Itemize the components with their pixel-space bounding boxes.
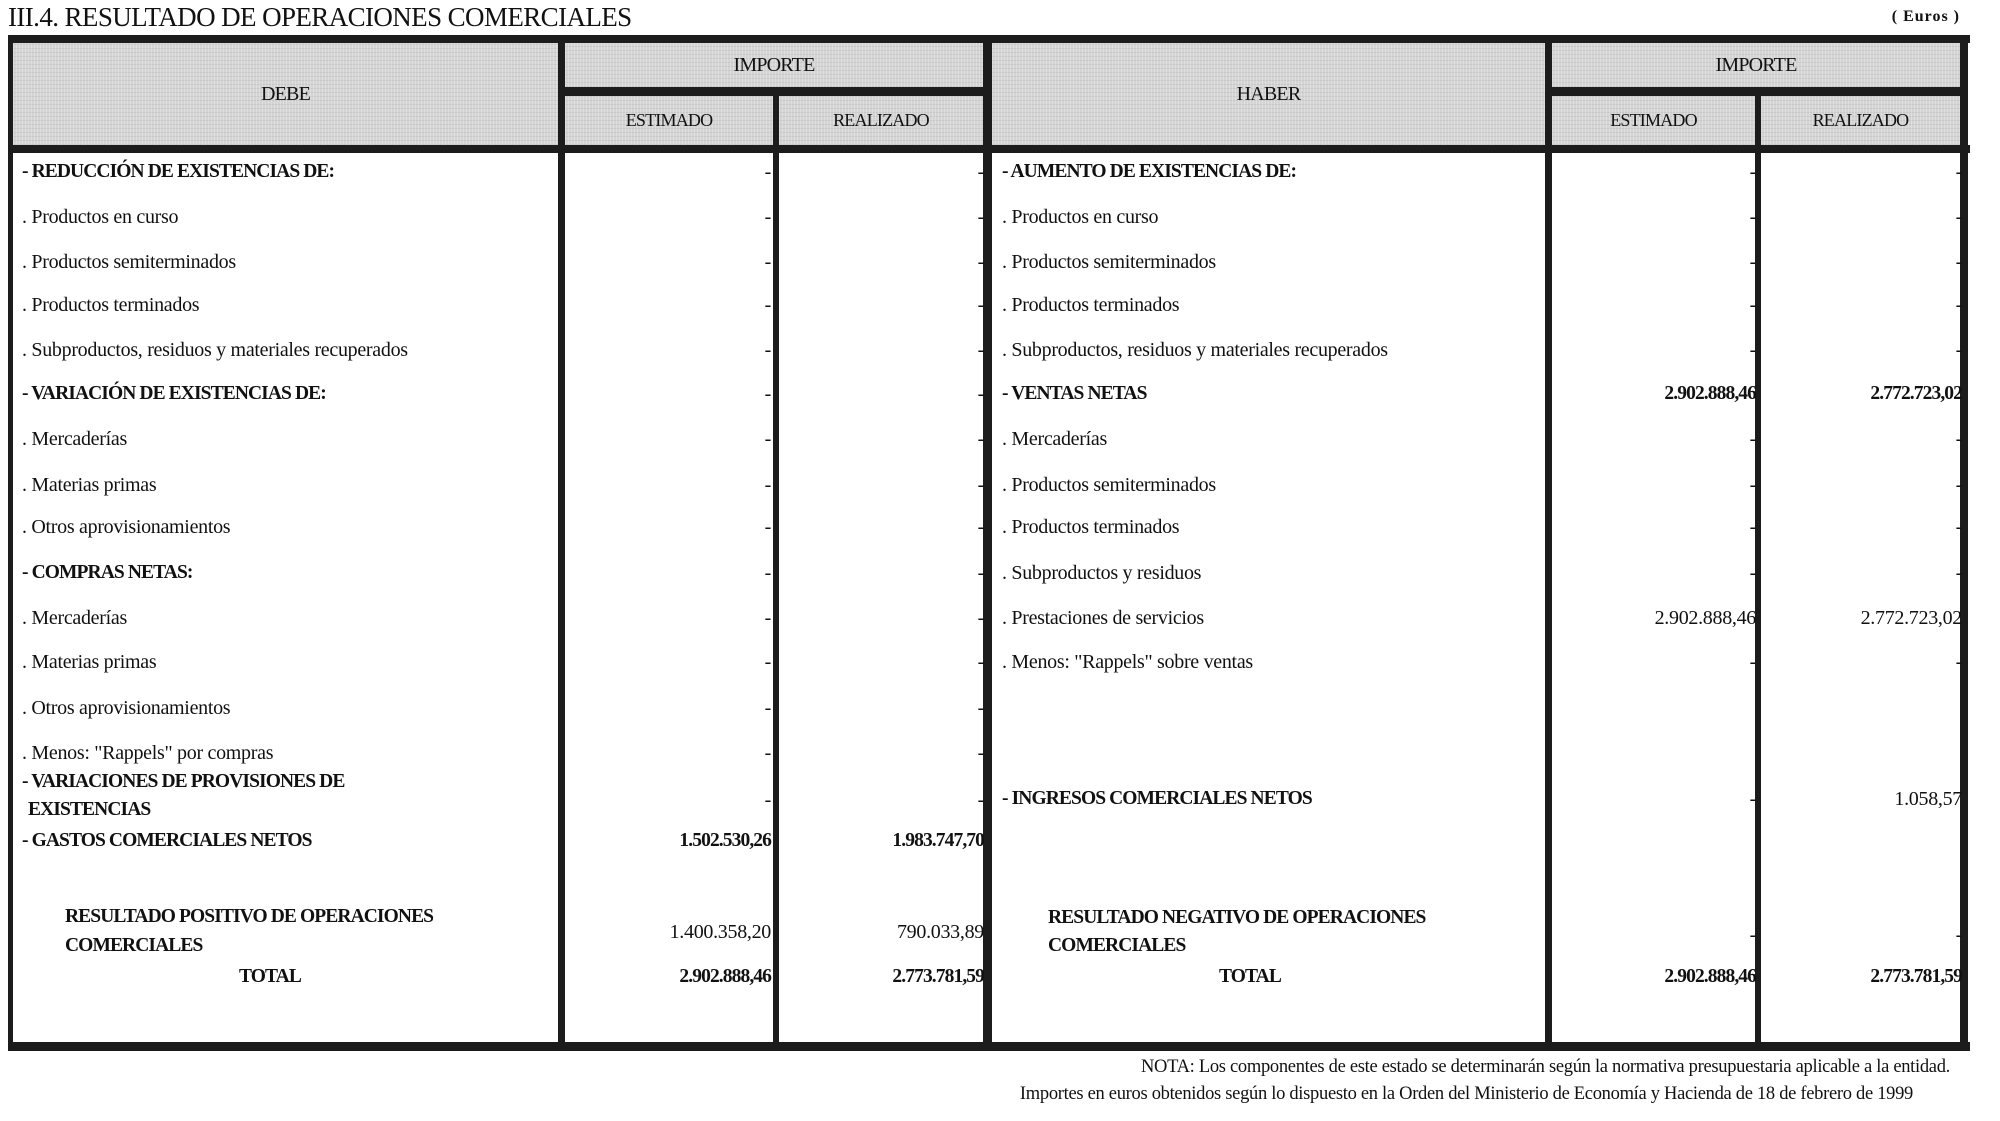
- realizado-value: -: [977, 742, 984, 764]
- row-label: . Mercaderías: [22, 607, 127, 629]
- row-label: - VARIACIÓN DE EXISTENCIAS DE:: [22, 383, 326, 404]
- estimado-value: 2.902.888,46: [1664, 383, 1756, 404]
- row-label: - COMPRAS NETAS:: [22, 562, 193, 583]
- row-label: . Subproductos y residuos: [1002, 562, 1202, 584]
- estimado-value: -: [1749, 251, 1756, 273]
- estimado-value: -: [764, 161, 771, 183]
- estimado-value: -: [1749, 788, 1756, 810]
- realizado-value: 790.033,89: [896, 921, 984, 943]
- realizado-value: -: [977, 474, 984, 496]
- realizado-value: -: [1955, 474, 1962, 496]
- row-label: RESULTADO NEGATIVO DE OPERACIONES: [1048, 907, 1426, 928]
- realizado-value: 2.773.781,59: [1870, 966, 1962, 987]
- row-label: EXISTENCIAS: [28, 799, 151, 820]
- row-label: - GASTOS COMERCIALES NETOS: [22, 830, 312, 851]
- row-label: TOTAL: [1219, 966, 1281, 987]
- estimado-value: -: [764, 383, 771, 405]
- realizado-value: -: [1955, 516, 1962, 538]
- importe-divider: [1545, 87, 1968, 96]
- realizado-value: -: [977, 294, 984, 316]
- realizado-value: -: [1955, 651, 1962, 673]
- row-label: . Otros aprovisionamientos: [22, 697, 231, 719]
- realizado-value: -: [977, 516, 984, 538]
- realizado-value: -: [1955, 562, 1962, 584]
- realizado-value: -: [977, 607, 984, 629]
- page-title: III.4. RESULTADO DE OPERACIONES COMERCIALES: [8, 2, 632, 32]
- realizado-value: -: [1955, 339, 1962, 361]
- column-divider: [773, 89, 779, 1051]
- header-debe: DEBE: [13, 43, 558, 145]
- row-label: . Subproductos, residuos y materiales recuperados: [22, 339, 408, 361]
- estimado-value: -: [1749, 206, 1756, 228]
- row-label: . Mercaderías: [22, 428, 127, 450]
- realizado-value: -: [977, 697, 984, 719]
- row-label: . Menos: "Rappels" por compras: [22, 742, 274, 764]
- row-label: . Materias primas: [22, 474, 157, 496]
- header-estimado: ESTIMADO: [1552, 96, 1755, 145]
- estimado-value: -: [764, 206, 771, 228]
- estimado-value: 2.902.888,46: [1664, 966, 1756, 987]
- realizado-value: -: [977, 562, 984, 584]
- header-estimado: ESTIMADO: [565, 96, 773, 145]
- realizado-value: -: [1955, 206, 1962, 228]
- row-label: COMERCIALES: [65, 935, 203, 956]
- realizado-value: 2.772.723,02: [1860, 607, 1962, 629]
- realizado-value: -: [977, 339, 984, 361]
- row-label: . Otros aprovisionamientos: [22, 516, 231, 538]
- estimado-value: -: [1749, 294, 1756, 316]
- row-label: . Materias primas: [22, 651, 157, 673]
- estimado-value: -: [1749, 562, 1756, 584]
- realizado-value: 1.058,57: [1894, 788, 1962, 810]
- estimado-value: -: [1749, 516, 1756, 538]
- row-label: . Prestaciones de servicios: [1002, 607, 1204, 629]
- header-haber: HABER: [992, 43, 1545, 145]
- estimado-value: -: [764, 651, 771, 673]
- estimado-value: -: [1749, 161, 1756, 183]
- header-realizado: REALIZADO: [779, 96, 983, 145]
- importe-divider: [558, 87, 989, 96]
- estimado-value: 2.902.888,46: [1654, 607, 1756, 629]
- estimado-value: -: [764, 697, 771, 719]
- note-line: Importes en euros obtenidos según lo dispuesto en la Orden del Ministerio de Economía y Hacienda de 18 de febrero de 1999: [1019, 1084, 1913, 1104]
- realizado-value: -: [977, 651, 984, 673]
- realizado-value: -: [1955, 428, 1962, 450]
- estimado-value: -: [764, 742, 771, 764]
- realizado-value: -: [977, 206, 984, 228]
- row-label: . Productos semiterminados: [1002, 251, 1216, 273]
- estimado-value: 1.502.530,26: [679, 830, 771, 851]
- estimado-value: -: [764, 251, 771, 273]
- row-label: . Productos terminados: [1002, 294, 1180, 316]
- realizado-value: 1.983.747,70: [892, 830, 984, 851]
- realizado-value: -: [977, 789, 984, 811]
- row-label: - AUMENTO DE EXISTENCIAS DE:: [1002, 161, 1297, 182]
- row-label: . Productos en curso: [1002, 206, 1159, 228]
- row-label: . Productos semiterminados: [1002, 474, 1216, 496]
- row-label: . Productos semiterminados: [22, 251, 236, 273]
- row-label: COMERCIALES: [1048, 935, 1186, 956]
- row-label: . Productos en curso: [22, 206, 179, 228]
- realizado-value: -: [977, 428, 984, 450]
- estimado-value: -: [764, 789, 771, 811]
- table-border-right: [1960, 35, 1968, 1051]
- row-label: RESULTADO POSITIVO DE OPERACIONES: [65, 906, 434, 927]
- estimado-value: -: [764, 474, 771, 496]
- note-line: NOTA: Los componentes de este estado se determinarán según la normativa presupuestaria aplicable a la entidad.: [1140, 1057, 1950, 1077]
- column-divider: [558, 35, 565, 1051]
- header-realizado: REALIZADO: [1761, 96, 1960, 145]
- estimado-value: -: [764, 339, 771, 361]
- estimado-value: -: [764, 294, 771, 316]
- column-divider: [983, 35, 992, 1051]
- realizado-value: -: [977, 383, 984, 405]
- row-label: - VENTAS NETAS: [1002, 383, 1147, 404]
- realizado-value: -: [977, 251, 984, 273]
- estimado-value: -: [1749, 924, 1756, 946]
- estimado-value: -: [1749, 474, 1756, 496]
- realizado-value: -: [1955, 294, 1962, 316]
- realizado-value: -: [1955, 924, 1962, 946]
- row-label: - REDUCCIÓN DE EXISTENCIAS DE:: [22, 161, 335, 182]
- row-label: . Mercaderías: [1002, 428, 1107, 450]
- row-label: . Productos terminados: [22, 294, 200, 316]
- estimado-value: -: [764, 562, 771, 584]
- column-divider: [1545, 35, 1552, 1051]
- estimado-value: 2.902.888,46: [679, 966, 771, 987]
- estimado-value: -: [764, 516, 771, 538]
- realizado-value: 2.773.781,59: [892, 966, 984, 987]
- estimado-value: -: [764, 607, 771, 629]
- realizado-value: -: [1955, 161, 1962, 183]
- estimado-value: -: [1749, 651, 1756, 673]
- row-label: - VARIACIONES DE PROVISIONES DE: [22, 771, 345, 792]
- row-label: . Subproductos, residuos y materiales recuperados: [1002, 339, 1388, 361]
- estimado-value: -: [1749, 339, 1756, 361]
- row-label: - INGRESOS COMERCIALES NETOS: [1002, 788, 1312, 809]
- header-importe: IMPORTE: [1552, 43, 1960, 87]
- row-label: . Productos terminados: [1002, 516, 1180, 538]
- table-border-left: [8, 35, 13, 1051]
- realizado-value: 2.772.723,02: [1870, 383, 1962, 404]
- units-label: ( Euros ): [1891, 8, 1960, 25]
- realizado-value: -: [1955, 251, 1962, 273]
- estimado-value: 1.400.358,20: [669, 921, 771, 943]
- row-label: TOTAL: [239, 966, 301, 987]
- realizado-value: -: [977, 161, 984, 183]
- row-label: . Menos: "Rappels" sobre ventas: [1002, 651, 1253, 673]
- header-importe: IMPORTE: [565, 43, 983, 87]
- estimado-value: -: [1749, 428, 1756, 450]
- estimado-value: -: [764, 428, 771, 450]
